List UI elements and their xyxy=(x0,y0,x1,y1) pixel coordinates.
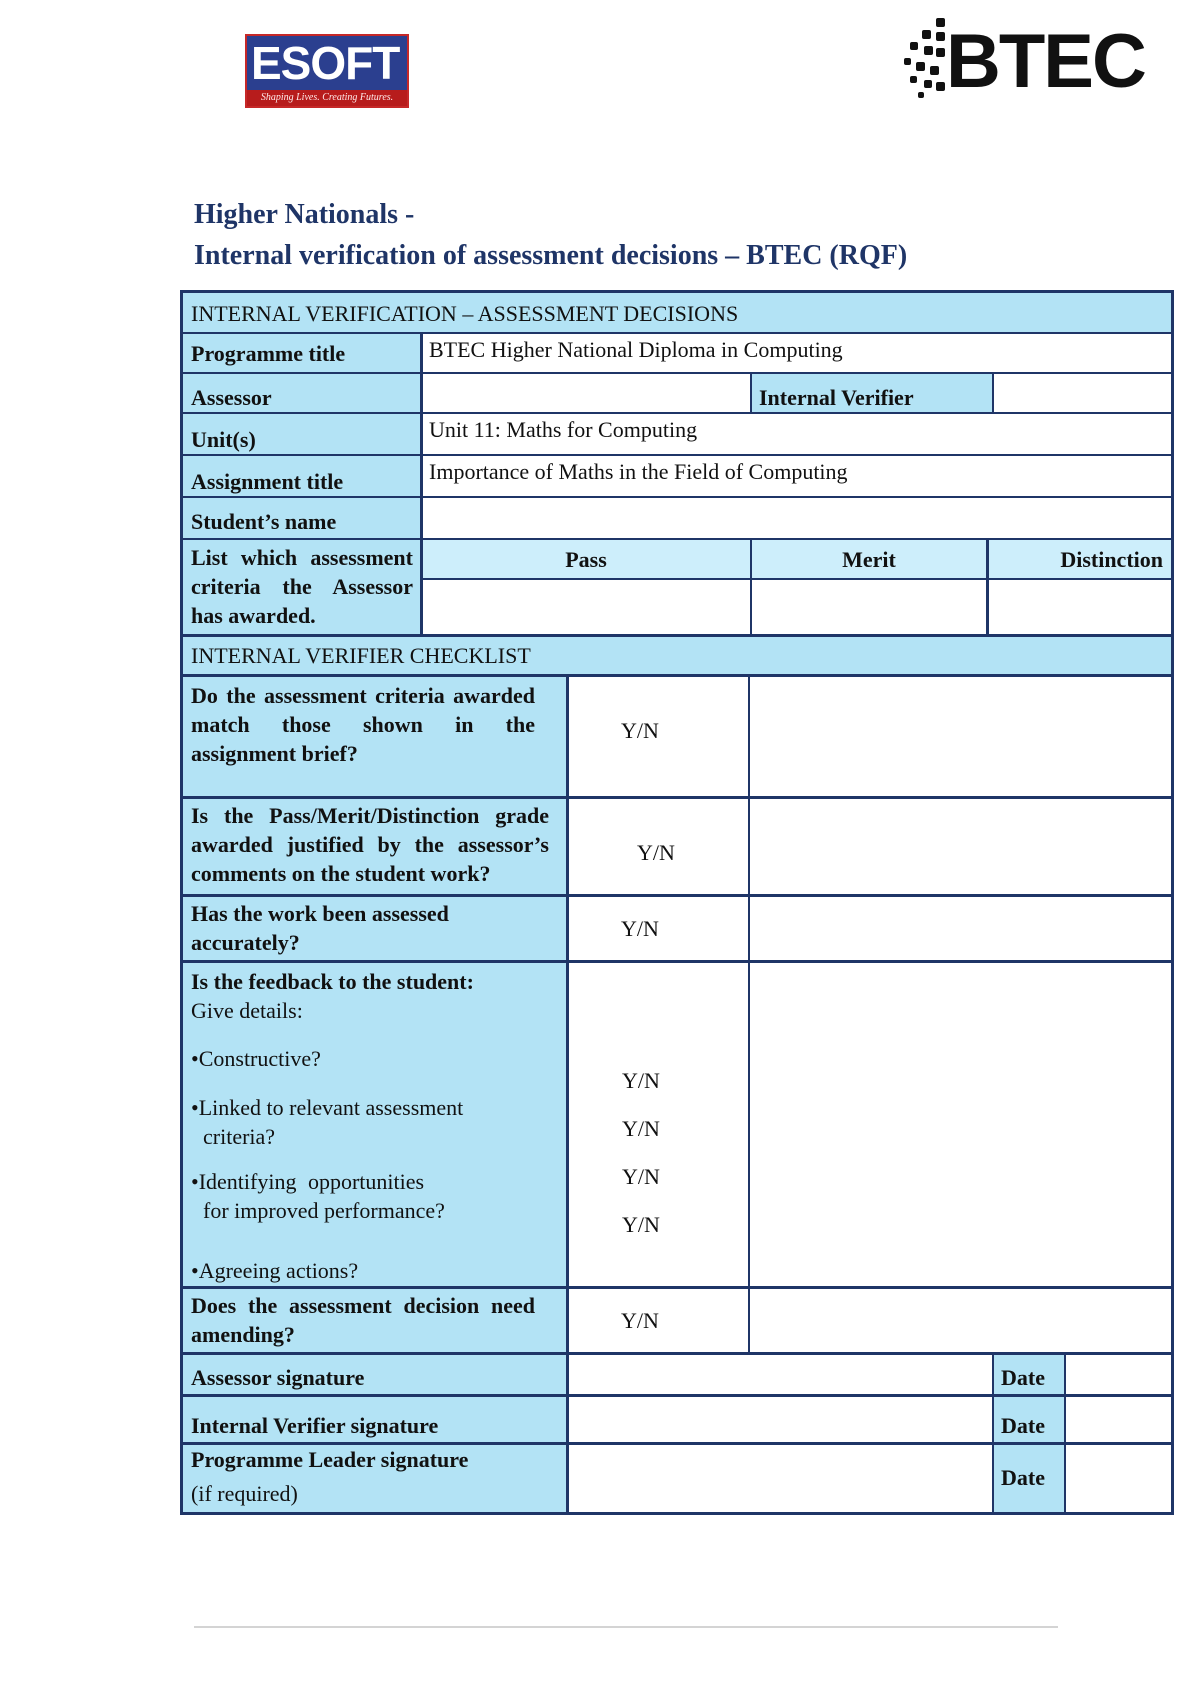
yn-feedback-constructive[interactable]: Y/N xyxy=(622,1068,660,1093)
distinction-criteria-field[interactable] xyxy=(987,579,1171,635)
esoft-logo-tagline: Shaping Lives. Creating Futures. xyxy=(247,90,407,106)
grade-merit-header: Merit xyxy=(751,539,987,579)
checklist-question-assessed-accurately: Has the work been assessed accurately? xyxy=(183,895,567,961)
checklist-question-grade-justified: Is the Pass/Merit/Distinction grade awarded justified by the assessor’s comments on the student work? xyxy=(183,797,567,895)
feedback-agreeing-actions: •Agreeing actions? xyxy=(191,1258,359,1283)
yn-feedback-identifying[interactable]: Y/N xyxy=(622,1164,660,1189)
yn-feedback-linked[interactable]: Y/N xyxy=(622,1116,660,1141)
assignment-title-label: Assignment title xyxy=(183,455,421,497)
merit-criteria-field[interactable] xyxy=(751,579,987,635)
iv-date-label: Date xyxy=(993,1395,1065,1443)
assessor-label: Assessor xyxy=(183,373,421,413)
feedback-give-details: Give details: xyxy=(191,998,303,1023)
feedback-linked-line-1: •Linked to relevant assessment xyxy=(191,1095,464,1120)
checklist-question-feedback xyxy=(183,961,567,1287)
programme-title-label: Programme title xyxy=(183,333,421,373)
yn-feedback-agreeing[interactable]: Y/N xyxy=(622,1212,660,1237)
pl-signature-field[interactable] xyxy=(567,1443,993,1512)
verification-form xyxy=(180,290,1174,1515)
yn-assessed-accurately[interactable]: Y/N xyxy=(621,916,659,941)
pass-criteria-field[interactable] xyxy=(421,579,751,635)
units-label: Unit(s) xyxy=(183,413,421,455)
footer-rule xyxy=(194,1626,1058,1628)
esoft-logo xyxy=(245,34,409,108)
iv-signature-label: Internal Verifier signature xyxy=(183,1395,567,1443)
yn-grade-justified[interactable]: Y/N xyxy=(637,840,675,865)
comment-amending[interactable] xyxy=(749,1287,1171,1353)
assignment-title-value[interactable]: Importance of Maths in the Field of Computing xyxy=(429,459,848,484)
assessor-signature-label: Assessor signature xyxy=(183,1353,567,1395)
feedback-identifying-line-2: for improved performance? xyxy=(203,1198,445,1223)
esoft-logo-text: ESOFT xyxy=(251,37,400,89)
criteria-label: List which assessment criteria the Assessor has awarded. xyxy=(183,539,421,635)
section-title: INTERNAL VERIFICATION – ASSESSMENT DECISIONS xyxy=(183,293,1171,333)
pl-signature-label-cell xyxy=(183,1443,567,1512)
student-name-field[interactable] xyxy=(421,497,1171,539)
yn-amending[interactable]: Y/N xyxy=(621,1308,659,1333)
iv-date-field[interactable] xyxy=(1065,1395,1171,1443)
assessor-date-field[interactable] xyxy=(1065,1353,1171,1395)
checklist-question-criteria-match: Do the assessment criteria awarded match those shown in the assignment brief? xyxy=(183,675,567,797)
grade-distinction-header: Distinction xyxy=(987,539,1171,579)
assessor-date-label: Date xyxy=(993,1353,1065,1395)
btec-logo-text: BTEC xyxy=(946,19,1145,104)
comment-grade-justified[interactable] xyxy=(749,797,1171,895)
comment-feedback[interactable] xyxy=(749,961,1171,1287)
feedback-title: Is the feedback to the student: xyxy=(191,969,474,994)
comment-assessed-accurately[interactable] xyxy=(749,895,1171,961)
assessor-field[interactable] xyxy=(421,373,751,413)
comment-criteria-match[interactable] xyxy=(749,675,1171,797)
page-title-line-1: Higher Nationals - xyxy=(194,199,415,230)
units-value[interactable]: Unit 11: Maths for Computing xyxy=(429,417,698,442)
feedback-identifying-line-1: •Identifying opportunities xyxy=(191,1169,425,1194)
btec-logo xyxy=(904,16,1145,104)
student-name-label: Student’s name xyxy=(183,497,421,539)
pl-date-label: Date xyxy=(993,1443,1065,1512)
feedback-linked-line-2: criteria? xyxy=(203,1124,276,1149)
pl-date-field[interactable] xyxy=(1065,1443,1171,1512)
pl-signature-label: Programme Leader signature xyxy=(191,1447,469,1472)
assessor-signature-field[interactable] xyxy=(567,1353,993,1395)
grade-pass-header: Pass xyxy=(421,539,751,579)
internal-verifier-field[interactable] xyxy=(993,373,1171,413)
programme-title-value[interactable]: BTEC Higher National Diploma in Computing xyxy=(429,337,843,362)
yn-criteria-match[interactable]: Y/N xyxy=(621,718,659,743)
pl-signature-note: (if required) xyxy=(191,1481,298,1506)
checklist-title: INTERNAL VERIFIER CHECKLIST xyxy=(183,635,1171,675)
page-title-line-2: Internal verification of assessment decisions – BTEC (RQF) xyxy=(194,240,908,271)
iv-signature-field[interactable] xyxy=(567,1395,993,1443)
internal-verifier-label: Internal Verifier xyxy=(751,373,993,413)
feedback-constructive: •Constructive? xyxy=(191,1046,321,1071)
checklist-question-amending: Does the assessment decision need amending? xyxy=(183,1287,567,1353)
